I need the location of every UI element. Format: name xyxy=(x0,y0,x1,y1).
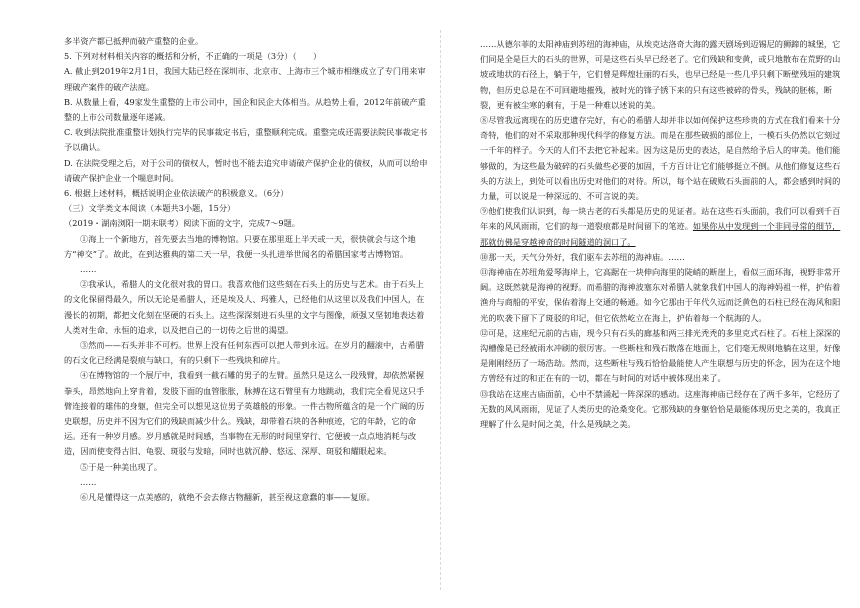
right-paragraph xyxy=(480,204,844,250)
column-divider xyxy=(440,30,441,590)
right-paragraph: ⑫可是，这座纪元前的古庙，现今只有石头的廊基和两三排光秃秃的多里克式石柱了。石柱上深深的沟槽像是已经被雨水冲刷的很厉害。一些断柱和残石散落在地面上，它们毫无规则地躺在这里，好像是刚刚经历了一场浩劫。然而，这些断柱与残石恰恰最能使人产生联想与历史的怀念，因为在这个地方曾经有过的和正在有的一切，都在与时间的对话中被体现出来了。 xyxy=(480,327,841,384)
left-paragraph: ⑥凡是懂得这一点美感的，就绝不会去修古物翻新，甚至视这意蠢的事——复原。 xyxy=(80,492,375,503)
left-paragraph: ①海上一个新地方，首先要去当地的博物馆。只要在那里逛上半天或一天，很快就会与这个地方“神交”了。故此，在到达雅典的第二天一早，我便一头扎进举世闻名的希腊国家考古博物馆。 xyxy=(64,233,416,259)
left-paragraph: （三）文学类文本阅读（本题共3小题，15分） xyxy=(64,203,236,214)
right-paragraph: ⑪海神庙在苏纽角爱琴海岸上，它高踞在一块伸向海里的陡峭的断崖上，看似三面环海，视野非常开阔。这既然就是海神的视野。而希腊的海神波塞东对希腊人就象我们中国人的海神妈祖一样，护佑着渔舟与商船的平安，保佑着海上交通的畅通。如今它那由于年代久远而泛黄色的石柱已经在海风和阳光的吹袭下留下了斑驳的印记，但它依然屹立在海上，护佑着每一个航海的人。 xyxy=(480,267,841,323)
left-paragraph: ③然而——石头并非不可朽。世界上没有任何东西可以把人带到永远。在岁月的翻滚中，古希腊的石文化已经满是裂痕与缺口，有的只剩下一些残块和碎片。 xyxy=(64,340,424,366)
right-paragraph: ⑩那一天，天气分外好，我们驱车去苏纽的海神庙。…… xyxy=(480,251,685,262)
left-paragraph: ②我承认，希腊人的文化很对我的胃口。我喜欢他们这些刻在石头上的历史与艺术。由于石头上的文化保留得最久，所以无论是希腊人，还是埃及人、玛雅人，已经他们从这里以及我们中国人，在漫长的初期，都把文化刻在坚硬的石头上。这些深深刻进石头里的文字与图像，顽强又坚韧地表达着人类对生命、永恒的追求，以及把自己的一切传之后世的渴望。 xyxy=(64,279,425,335)
left-paragraph: （2019・湖南浏阳一期末联考）阅读下面的文字，完成7～9题。 xyxy=(64,218,300,229)
left-paragraph: B. 从数量上看，49家发生重整的上市公司中，国企和民企大体相当。从趋势上看，2012年前破产重整的上市公司数量逐年递减。 xyxy=(64,96,426,123)
left-paragraph: 6. 根据上述材料，概括说明企业依法破产的积极意义。（6分） xyxy=(64,188,289,199)
left-paragraph: ④在博物馆的一个展厅中，我看到一截石雕的男子的左臂。虽然只是这么一段残臂，却依然紧握拳头，昂然地向上穿肯着，发肢下面的血管胀胀，脉搏在这石臂里有力地跳动，我们完全看见这只手臂连接着的雄伟的身躯，但完全可以想见这位男子英雄般的形象。一件古物所蕴含的是一个广阔的历史联想，历史并不因为它们的残缺而减少什么。残缺，却带着石块的各种痕迹，它的年龄，它的命运。还有一种岁月感。岁月感就是时间感，当事物在无形的时间里穿行、它便被一点点地消耗与改造，因而使变得古旧、龟裂、斑驳与发暗，同时也就沉静、悠远、深厚、斑驳和耀眼起来。 xyxy=(64,370,425,457)
left-paragraph: ⑤于是一种美出现了。 xyxy=(80,461,162,472)
left-paragraph: D. 在法院受理之后，对于公司的债权人，暂时也不能去追究申请破产保护企业的债权，从而可以给申请破产保护企业一个喘息时间。 xyxy=(64,157,428,183)
right-column xyxy=(480,37,844,432)
right-paragraph: ……从德尔菲的太阳神庙到苏纽的海神庙，从埃克达洛奇大海的露天剧场到迈锡尼的狮蹄的城堡，它们同是全是巨大的石头的世界，可是这些石头早已经老了。它们残缺和变黄，或只地散布在荒野的山坡或地状的石径上，躺于午，它们曾是辉煌壮丽的石头，也早已经是一些几乎只剩下断壁残垣的建筑物，但历史总是在不可回避地摧残，被时光的锋子锈下来的只有这些被碎的骨头，残缺的胚栋，断裂，更有被尘寒的剩有，于是一种难以述说的美。 xyxy=(480,39,841,110)
underlined-sentence: 如果你从中发现到一个非同寻常的细节，那就仿佛是穿越神奇的时间隧道的洞口了。 xyxy=(480,221,841,247)
left-paragraph: C. 收到法院批准重整计划执行完毕的民事裁定书后，重整顺利完成。重整完成还需要法院民事裁定书予以确认。 xyxy=(64,127,428,153)
paragraph-text: ⑨他们使我们认识到，每一块古老的石头都是历史的见证者。站在这些石头面前，我们可以看到千百年来的风风雨雨，它们的每一道裂痕都是时间留下的笔迹。 xyxy=(480,206,841,232)
left-paragraph: …… xyxy=(80,264,97,275)
left-paragraph: A. 截止到2019年2月1日，我国大陆已经在深圳市、北京市、上海市三个城市相继成立了专门用来审理破产案件的破产法庭。 xyxy=(64,66,426,92)
right-paragraph: ⑧尽管我远离现在的历史遗存完好，有心的希腊人却并非以如何保护这些珍贵的方式在我们看来十分奇特，他们的对不采取那种现代科学的修复方法。而是在那些破损的部位上，一模石头仍然以它刻过一千年的样子。今天的人们不去把它补起来。因为这是历史的表达，是自然给予后人的审美。他们能够做的，为这些最为破碎的石头做些必要的加固，千方百计让它们能够挺立不倒。从他们修复这些石头的方法上，到处可以看出历史对他们的对待。所以，每个站在破败石头面前的人，都会感到时间的力量，可以说是一种深远的、不可言说的美。 xyxy=(480,115,841,202)
left-paragraph: …… xyxy=(80,476,97,487)
left-column xyxy=(64,34,428,505)
left-paragraph: 5. 下列对材料相关内容的概括和分析，不正确的一项是（3分）（ ） xyxy=(64,51,322,62)
right-paragraph: ⑬我站在这座古庙面前，心中不禁涌起一阵深深的感动。这座海神庙已经存在了两千多年，它经历了无数的风风雨雨，见证了人类历史的沧桑变化。它那残缺的身躯恰恰是最能体现历史之美的，我真正理解了什么是时间之美，什么是残缺之美。 xyxy=(480,388,841,430)
left-paragraph: 多半资产都已抵押而破产重整的企业。 xyxy=(64,36,204,46)
